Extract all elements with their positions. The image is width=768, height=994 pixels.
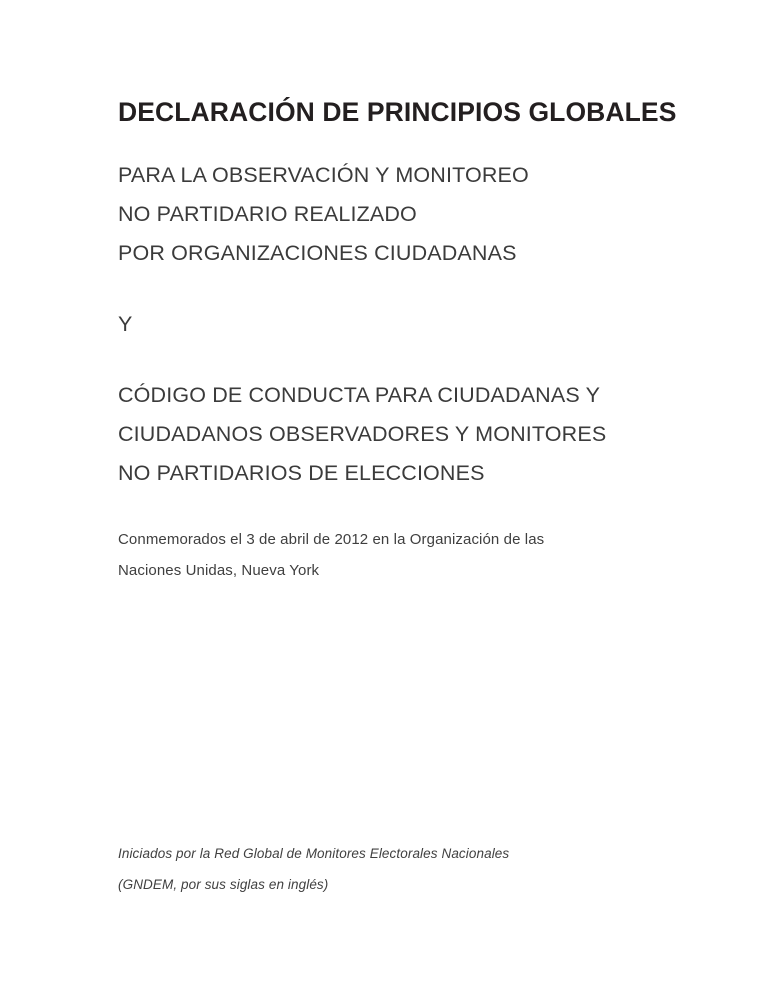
commemoration-line: Conmemorados el 3 de abril de 2012 en la Organización de las	[118, 531, 545, 548]
subtitle-line: CÓDIGO DE CONDUCTA PARA CIUDADANAS Y	[118, 383, 601, 407]
footer-note-line: (GNDEM, por sus siglas en inglés)	[118, 877, 329, 892]
page-title: DECLARACIÓN DE PRINCIPIOS GLOBALES	[118, 97, 677, 127]
subtitle-block-two	[118, 376, 606, 493]
footer-note	[118, 838, 509, 900]
subtitle-line: PARA LA OBSERVACIÓN Y MONITOREO	[118, 163, 529, 187]
conjunction-separator: Y	[118, 312, 133, 336]
commemoration-paragraph	[118, 524, 544, 586]
subtitle-line: NO PARTIDARIOS DE ELECCIONES	[118, 461, 485, 485]
commemoration-line: Naciones Unidas, Nueva York	[118, 562, 320, 579]
subtitle-line: POR ORGANIZACIONES CIUDADANAS	[118, 241, 517, 265]
subtitle-line: NO PARTIDARIO REALIZADO	[118, 202, 417, 226]
subtitle-block-one	[118, 156, 529, 273]
footer-note-line: Iniciados por la Red Global de Monitores Electorales Nacionales	[118, 846, 510, 861]
subtitle-line: CIUDADANOS OBSERVADORES Y MONITORES	[118, 422, 607, 446]
